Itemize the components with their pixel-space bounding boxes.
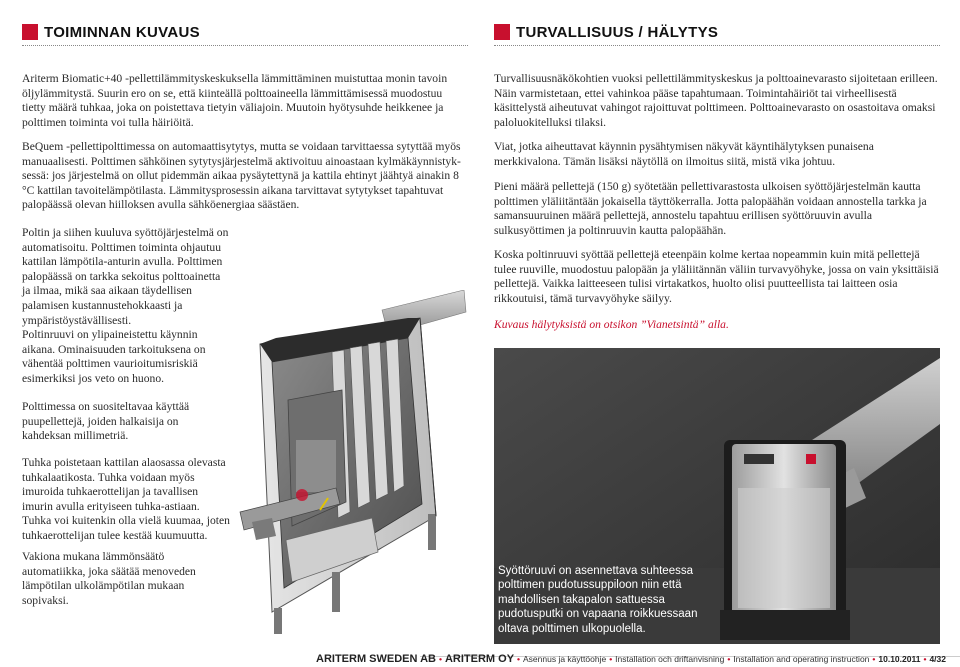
left-header-rule	[22, 45, 468, 46]
right-paragraph-4: Koska poltinruuvi syöttää pellettejä eteenpäin kolme kertaa nopeammin kuin mitä pellettejä tulee ruuville, muodostuu palopään ja yläliitännän väliin turvavyöhyke, jossa on vain yksittäisiä pellettejä. Vaikka laitteeseen tulisi virtakatkos, huolto olisi puutteellista tai laitteen osia rikkoutuisi, tämä turvavyöhyke säilyy.	[494, 248, 939, 305]
right-section-header	[494, 20, 718, 44]
footer-brand-sweden: ARITERM SWEDEN AB	[316, 653, 436, 665]
right-paragraph-5-note: Kuvaus hälytyksistä on otsikon ”Vianetsintä” alla.	[494, 318, 729, 331]
red-square-icon	[494, 24, 510, 40]
footer-date: 10.10.2011	[878, 654, 921, 664]
page-footer	[0, 652, 960, 667]
left-paragraph-1: Ariterm Biomatic+40 -pellettilämmityskeskuksella lämmittäminen muistuttaa monin tavoin öljylämmitystä. Suurin ero on se, että kiinteällä polttoaineella lämmittämisessä muodostuu tietty määrä tuhkaa, joka on poistettava tietyin väliajoin. Muutoin hyötysuhde heikkenee ja polttimen toiminta voi tulla häiriöitä.	[22, 72, 448, 129]
red-square-icon	[22, 24, 38, 40]
left-paragraph-2: BeQuem -pellettipolttimessa on automaattisytytys, mutta se voidaan tarvittaessa sytyttää myös manuaalisesti. Polttimen sähköinen sytytysjärjestelmä aktivoituu ainoastaan kylmäkäynnistyk-sessä: jos järjestelmä on ollut pidemmän aikaa pysäytettynä ja kattila ehtinyt jäähtyä ainakin 8 °C kattilan tavoitelämpötilasta. Lämmitysprosessin aikana tarvittavat sytytykset tapahtuvat palopäässä olevan hiilloksen avulla sähköenergiaa säästäen.	[22, 140, 461, 212]
footer-page-number: 4/32	[929, 654, 946, 664]
footer-doc-en: Installation and operating instruction	[733, 654, 870, 664]
footer-separator: •	[517, 654, 521, 664]
footer-separator: •	[727, 654, 731, 664]
footer-text	[316, 653, 946, 665]
left-paragraph-3: Poltin ja siihen kuuluva syöttöjärjestelmä on automatisoitu. Polttimen toiminta ohjautuu kattilan lämpötila-anturin avulla. Polttimen palopäässä on tarkka sekoitus polttoainetta ja ilmaa, mikä saa aikaan täydellisen palamisen kustannustehokkaasti ja ympäristöystävällisesti.	[22, 226, 229, 327]
right-section-title: TURVALLISUUS / HÄLYTYS	[516, 23, 719, 41]
left-paragraph-4: Poltinruuvi on ylipaineistettu käynnin aikana. Ominaisuuden tarkoituksena on vähentää polttimen vaurioitumisriskiä esimerkiksi jos veto on huono.	[22, 328, 206, 385]
left-paragraph-6: Tuhka poistetaan kattilan alaosassa olevasta tuhkalaatikosta. Tuhka voidaan myös imuroida tuhkaerottelijan ja tavallisen imurin avulla erityiseen tuhka-astiaan. Tuhka voi kuitenkin olla vielä kuumaa, joten tuhkaerottelijan tulee kestää kuumuutta.	[22, 456, 230, 542]
left-section-title: TOIMINNAN KUVAUS	[44, 23, 200, 41]
right-paragraph-3: Pieni määrä pellettejä (150 g) syötetään pellettivarastosta ulkoisen syöttöjärjestelmän kautta polttimen yläliitäntään jokaisella täyttökerralla. Jotta palopäähän voidaan annostella tarkka ja samansuuruinen määrä pellettejä, annostelu tapahtuu erillisen syöttöruuvin avulla sulkusyöttimen ja poltinruuvin kautta palopäähän.	[494, 180, 927, 237]
footer-separator: •	[609, 654, 613, 664]
left-paragraph-5: Polttimessa on suositeltavaa käyttää puupellettejä, joiden halkaisija on kahdeksan millimetriä.	[22, 400, 190, 443]
photo-caption: Syöttöruuvi on asennettava suhteessa polttimen pudotussuppiloon niin että mahdollisen takapalon sattuessa pudotusputki on vapaana roikkuessaan oltava polttimen ulkopuolella.	[498, 564, 698, 635]
footer-separator: •	[438, 654, 442, 664]
footer-doc-sv: Installation och driftanvisning	[615, 654, 725, 664]
footer-brand-oy: ARITERM OY	[444, 653, 515, 665]
footer-separator: •	[923, 654, 927, 664]
footer-separator: •	[872, 654, 876, 664]
boiler-cutaway-illustration	[232, 290, 468, 640]
right-paragraph-1: Turvallisuusnäkökohtien vuoksi pellettilämmityskeskus ja polttoainevarasto sijoitetaan erilleen. Näin varmistetaan, ettei vahinkoa pääse tapahtumaan. Toimintahäiriöt tai virheellisestä käsittelystä aiheutuvat vahingot rajoittuvat polttimeen. Polttoainevarasto on osastoitava omaksi paloluokitelluksi tilaksi.	[494, 72, 938, 129]
left-section-header	[22, 20, 200, 44]
footer-doc-fi: Asennus ja käyttöohje	[523, 654, 607, 664]
right-paragraph-2: Viat, jotka aiheuttavat käynnin pysähtymisen näkyvät käyntihälytyksen punaisena merkkivalona. Tämän lisäksi näytöllä on ilmoitus siitä, mistä vika johtuu.	[494, 140, 874, 168]
left-paragraph-7: Vakiona mukana lämmönsäätö automatiikka, joka säätää menoveden lämpötilan ulkolämpötilan mukaan sopivaksi.	[22, 550, 196, 607]
right-header-rule	[494, 45, 940, 46]
